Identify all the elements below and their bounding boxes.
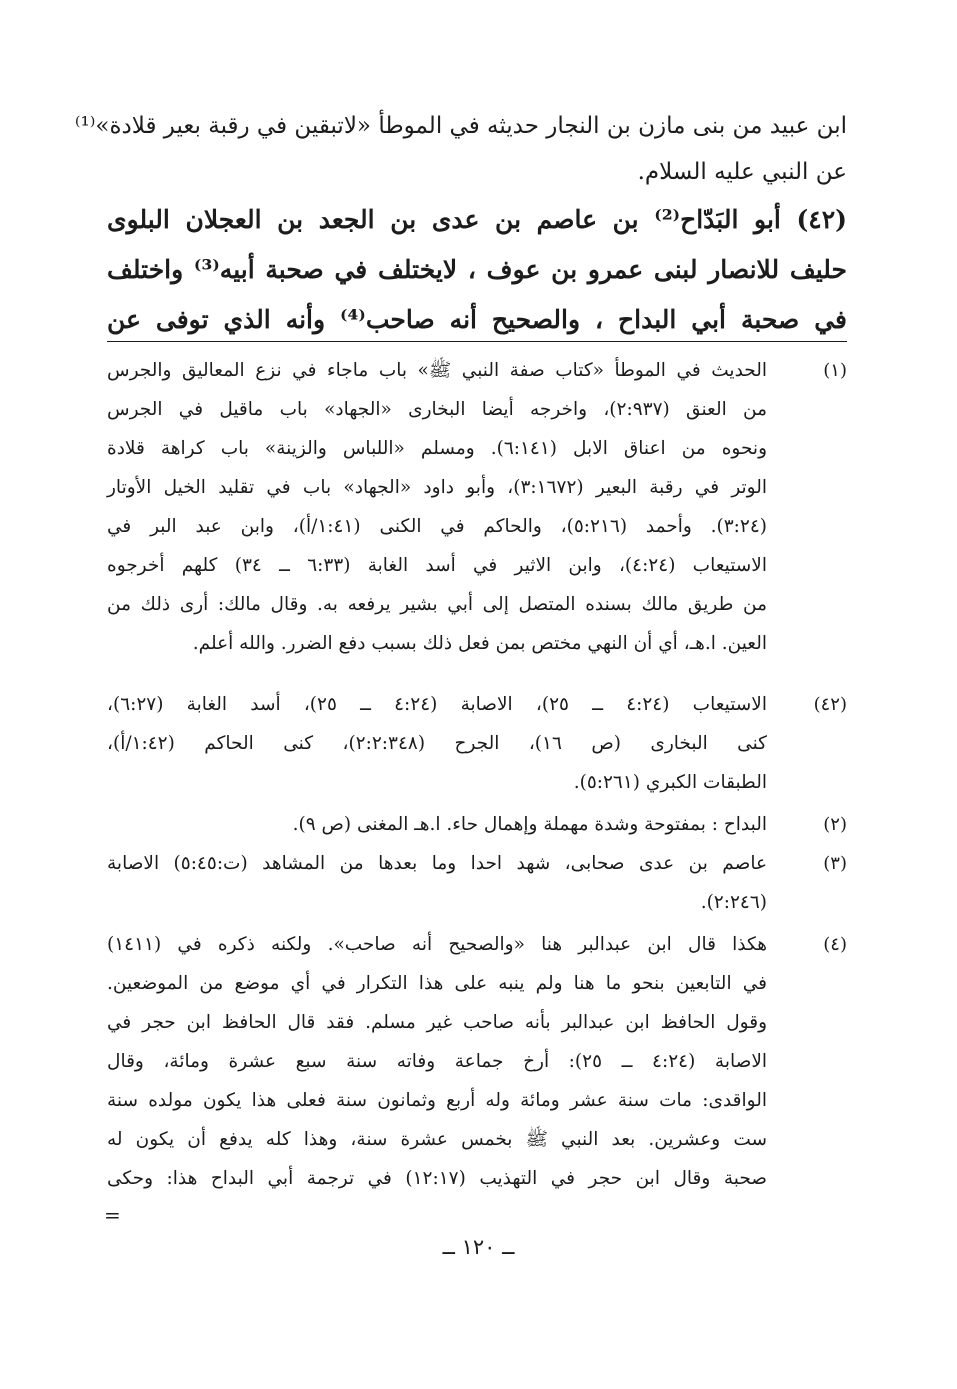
footnote-line: من العنق (٢:٩٣٧)، واخرجه أيضا البخارى «الجهاد» باب ماقيل في الجرس (107, 399, 767, 420)
footnote-line: هكذا قال ابن عبدالبر هنا «والصحيح أنه صاحب». ولكنه ذكره في (١٤١١) (107, 934, 767, 955)
footnote-line: (٣:٢٤). وأحمد (٥:٢١٦)، والحاكم في الكنى (١:٤١/أ)، وابن عبد البر في (107, 516, 767, 537)
footnote-line: وقول الحافظ ابن عبدالبر بأنه صاحب غير مسلم. فقد قال الحافظ ابن حجر في (107, 1012, 767, 1033)
footnote-line: صحبة وقال ابن حجر في التهذيب (١٢:١٧) في ترجمة أبي البداح هذا: وحكى (107, 1168, 767, 1189)
footnote-line: الوتر في رقبة البعير (٣:١٦٧٢)، وأبو داود «الجهاد» باب في تقليد الخيل الأوتار (107, 477, 768, 498)
footnote-line: الواقدى: مات سنة عشر ومائة وله أربع وثمانون سنة فعلى هذا يكون مولده سنة (107, 1090, 767, 1111)
footnote-line: الاصابة (٤:٢٤ ــ ٢٥): أرخ جماعة وفاته سنة سبع عشرة ومائة، وقال (107, 1051, 768, 1072)
footnote-2 (107, 805, 847, 844)
footnote-line: الحديث في الموطأ «كتاب صفة النبي ﷺ» باب ماجاء في نزع المعاليق والجرس (107, 360, 767, 381)
footnote-line: عاصم بن عدى صحابى، شهد احدا وما بعدها من المشاهد (ت:٥:٤٥) الاصابة (107, 853, 767, 874)
main-line: في صحبة أبي البداح ، والصحيح أنه صاحب⁽⁴⁾ وأنه الذي توفى عن (107, 305, 847, 334)
footnote-body (107, 351, 767, 663)
main-line: عن النبي عليه السلام. (637, 159, 847, 185)
main-text (74, 103, 847, 345)
footnote-line: ست وعشرين. بعد النبي ﷺ بخمس عشرة سنة، وهذا كله يدفع أن يكون له (107, 1129, 767, 1150)
footnote-line: كنى البخارى (ص ١٦)، الجرح (٢:٢:٣٤٨)، كنى الحاكم (١:٤٢/أ)، (107, 733, 767, 754)
footnote-divider (107, 341, 847, 342)
main-line: ابن عبيد من بنى مازن بن النجار حديثه في الموطأ «لاتبقين في رقبة بعير قلادة»⁽¹⁾ (74, 113, 847, 139)
footnote-body (107, 925, 767, 1198)
footnote-42 (107, 685, 847, 802)
continuation-mark: = (104, 1203, 121, 1227)
footnote-body (107, 805, 767, 844)
footnote-line: (٢:٢٤٦). (700, 892, 767, 913)
footnote-line: ونحوه من اعناق الابل (٦:١٤١). ومسلم «اللباس والزينة» باب كراهة قلادة (107, 438, 767, 459)
footnote-body (107, 844, 767, 922)
footnote-body (107, 685, 767, 802)
footnote-line: البداح : بمفتوحة وشدة مهملة وإهمال حاء. ا.هـ المغنى (ص ٩). (292, 814, 767, 835)
page-number: ــ ١٢٠ ــ (442, 1235, 515, 1259)
footnote-3 (107, 844, 847, 922)
main-line: حليف للانصار لبنى عمرو بن عوف ، لايختلف في صحبة أبيه⁽³⁾ واختلف (107, 255, 847, 284)
footnote-line: في التابعين بنحو ما هنا ولم ينبه على هذا التكرار في أي موضع من الموضعين. (107, 973, 767, 994)
footnote-number: (٣) (823, 853, 847, 874)
footnote-line: من طريق مالك بسنده المتصل إلى أبي بشير يرفعه به. وقال مالك: أرى ذلك من (107, 594, 767, 615)
footnote-number: (٤٢) (813, 694, 847, 715)
main-line: (٤٢) أبو البَدّاح⁽²⁾ بن عاصم بن عدى بن الجعد بن العجلان البلوى (107, 205, 847, 234)
footnote-number: (٤) (823, 934, 847, 955)
footnote-4 (107, 925, 847, 1198)
footnote-line: الاستيعاب (٤:٢٤)، وابن الاثير في أسد الغابة (٦:٣٣ ــ ٣٤) كلهم أخرجوه (107, 555, 767, 576)
footnote-line: الاستيعاب (٤:٢٤ ــ ٢٥)، الاصابة (٤:٢٤ ــ ٢٥)، أسد الغابة (٦:٢٧)، (107, 694, 767, 715)
footnote-number: (٢) (823, 814, 847, 835)
footnote-line: العين. ا.هـ، أي أن النهي مختص بمن فعل ذلك بسبب دفع الضرر. والله أعلم. (192, 633, 767, 654)
footnote-1 (107, 351, 847, 663)
footnote-line: الطبقات الكبري (٥:٢٦١). (573, 772, 767, 793)
footnote-number: (١) (823, 360, 847, 381)
